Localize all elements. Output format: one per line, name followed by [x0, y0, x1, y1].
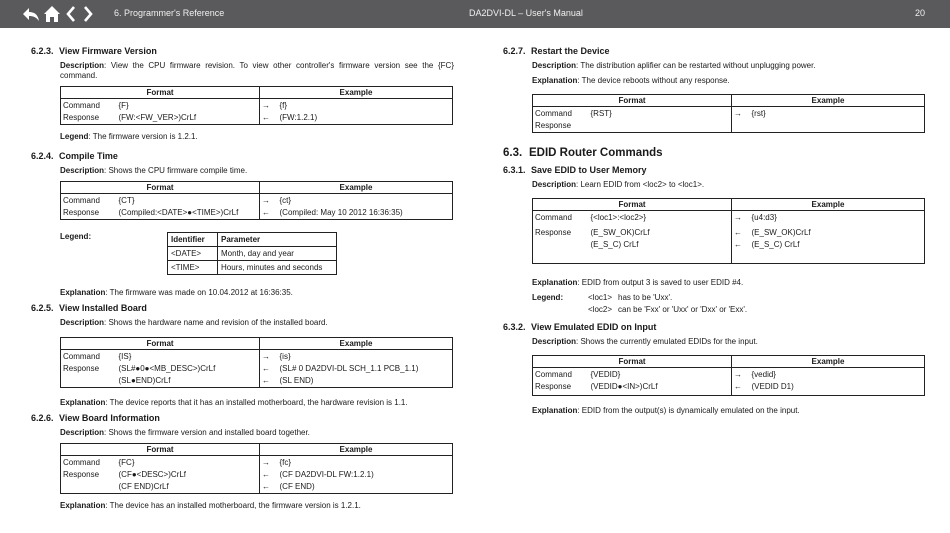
section-number: 6.2.7.: [503, 46, 526, 56]
command-example: {f}: [278, 99, 453, 113]
section-number: 6.2.5.: [31, 303, 54, 313]
command-format: {CT}: [117, 194, 260, 208]
parameter-header: Parameter: [218, 233, 337, 247]
example-header: Example: [732, 355, 925, 367]
command-example: {rst}: [750, 107, 925, 121]
description-text: : Shows the CPU firmware compile time.: [104, 166, 248, 175]
top-bar: [0, 0, 950, 28]
response-format: (SL●END)CrLf: [117, 375, 260, 388]
command-format: {F}: [117, 99, 260, 113]
arrow-left-icon: ←: [734, 240, 742, 249]
command-format: {<loc1>:<loc2>}: [589, 211, 732, 225]
arrow-left-icon: ←: [260, 375, 278, 388]
response-format: (CF END)CrLf: [117, 481, 260, 494]
command-example: {ct}: [278, 194, 453, 208]
chapter-number: 6.3.: [503, 147, 523, 159]
arrow-right-icon: →: [262, 196, 270, 205]
chapter-title: EDID Router Commands: [529, 147, 663, 159]
command-label: Command: [533, 107, 589, 121]
chapter-heading-edid-router-commands: [503, 147, 926, 159]
legend-label: Legend:: [532, 292, 564, 302]
example-header: Example: [260, 338, 453, 350]
response-example: (VEDID D1): [750, 381, 925, 396]
section-heading-view-board-information: [31, 413, 454, 423]
arrow-right-icon: →: [734, 369, 742, 379]
explanation-paragraph: [31, 501, 454, 511]
explanation-paragraph: [503, 278, 926, 288]
arrow-left-icon: ←: [262, 364, 270, 373]
explanation-text: : The device reboots without any response.: [577, 76, 730, 85]
response-example: (Compiled: May 10 2012 16:36:35): [278, 207, 453, 220]
breadcrumb[interactable]: 6. Programmer's Reference: [114, 8, 225, 18]
explanation-label: Explanation: [532, 277, 578, 287]
description-label: Description: [60, 318, 105, 327]
response-label: Response: [533, 224, 589, 239]
arrow-right-icon: →: [262, 352, 270, 361]
explanation-text: : The firmware was made on 10.04.2012 at 16:36:35.: [105, 288, 293, 297]
command-table: [532, 198, 925, 264]
command-label: Command: [61, 350, 117, 364]
legend-block: [503, 292, 926, 316]
response-label: Response: [533, 120, 589, 133]
response-format: (E_S_C) CrLf: [589, 239, 732, 251]
arrow-left-icon: ←: [734, 228, 742, 237]
identifier-header: Identifier: [168, 233, 218, 247]
response-format: (SL#●0●<MB_DESC>)CrLf: [117, 363, 260, 375]
response-label: Response: [61, 469, 117, 481]
chevron-left-icon[interactable]: [65, 4, 77, 24]
description-label: Description: [60, 61, 105, 70]
response-example: (CF END): [278, 481, 453, 494]
command-example: {u4:d3}: [750, 211, 925, 225]
command-table: [532, 355, 925, 396]
parameter-cell: Hours, minutes and seconds: [218, 261, 337, 275]
command-table: [60, 86, 453, 125]
description-text: : View the CPU firmware revision. To view other controller's firmware version see the {FC} command.: [60, 61, 454, 80]
response-label: Response: [533, 381, 589, 396]
description-text: : The distribution aplifier can be restarted without unplugging power.: [576, 61, 816, 70]
legend-label: Legend:: [60, 232, 92, 241]
section-title: View Board Information: [59, 413, 160, 423]
arrow-right-icon: →: [262, 101, 270, 110]
description-paragraph: [31, 428, 454, 438]
example-header: Example: [732, 199, 925, 211]
arrow-right-icon: →: [262, 458, 270, 467]
command-label: Command: [533, 211, 589, 225]
command-example: {vedid}: [750, 367, 925, 381]
legend-paragraph: [31, 132, 454, 142]
description-text: : Learn EDID from <loc2> to <loc1>.: [576, 180, 705, 189]
explanation-label: Explanation: [532, 405, 578, 415]
arrow-left-icon: ←: [260, 481, 278, 494]
example-header: Example: [732, 95, 925, 107]
format-header: Format: [533, 355, 732, 367]
explanation-text: : EDID from output 3 is saved to user EDID #4.: [577, 277, 744, 287]
description-paragraph: [503, 61, 926, 71]
response-format: (VEDID●<IN>)CrLf: [589, 381, 732, 396]
response-format: (E_SW_OK)CrLf: [589, 224, 732, 239]
example-header: Example: [260, 87, 453, 99]
description-label: Description: [532, 61, 577, 70]
response-format: (FW:<FW_VER>)CrLf: [117, 112, 260, 125]
response-example: (E_S_C) CrLf: [750, 239, 925, 251]
section-number: 6.3.1.: [503, 165, 526, 175]
section-title: View Firmware Version: [59, 46, 157, 56]
command-label: Command: [61, 99, 117, 113]
response-example: (E_SW_OK)CrLf: [750, 224, 925, 239]
explanation-label: Explanation: [60, 288, 106, 297]
arrow-left-icon: ←: [260, 112, 278, 125]
command-example: {is}: [278, 350, 453, 364]
arrow-left-icon: ←: [732, 381, 750, 396]
response-example: (SL END): [278, 375, 453, 388]
response-format: (Compiled:<DATE>●<TIME>)CrLf: [117, 207, 260, 220]
section-heading-compile-time: [31, 151, 454, 161]
response-example: (CF DA2DVI-DL FW:1.2.1): [278, 469, 453, 481]
description-text: : Shows the currently emulated EDIDs for the input.: [576, 336, 758, 346]
description-text: : Shows the hardware name and revision of the installed board.: [104, 318, 328, 327]
format-header: Format: [61, 87, 260, 99]
description-paragraph: [31, 166, 454, 176]
description-text: : Shows the firmware version and installed board together.: [104, 428, 310, 437]
section-heading-view-emulated-edid: [503, 322, 926, 332]
section-number: 6.2.4.: [31, 151, 54, 161]
legend-label: Legend: [60, 132, 89, 141]
back-arrow-icon[interactable]: [22, 4, 40, 24]
response-example: (SL# 0 DA2DVI-DL SCH_1.1 PCB_1.1): [278, 363, 453, 375]
explanation-paragraph: [503, 406, 926, 416]
response-label: Response: [61, 363, 117, 375]
section-title: Compile Time: [59, 151, 118, 161]
command-table: [60, 337, 453, 388]
legend-key: <loc2>: [588, 304, 613, 314]
response-example: (FW:1.2.1): [278, 112, 453, 125]
description-label: Description: [532, 180, 577, 189]
description-paragraph: [31, 61, 454, 81]
description-paragraph: [503, 180, 926, 190]
left-column: [31, 46, 454, 516]
explanation-paragraph: [503, 76, 926, 86]
arrow-left-icon: ←: [262, 470, 270, 479]
explanation-paragraph: [31, 288, 454, 298]
identifier-cell: <DATE>: [168, 247, 218, 261]
explanation-label: Explanation: [60, 398, 106, 407]
explanation-label: Explanation: [532, 76, 578, 85]
section-heading-view-installed-board: [31, 303, 454, 313]
legend-block: [31, 232, 454, 284]
format-header: Format: [61, 182, 260, 194]
description-paragraph: [31, 318, 454, 328]
command-format: {IS}: [117, 350, 260, 364]
section-heading-restart-the-device: [503, 46, 926, 56]
response-label: Response: [61, 112, 117, 125]
command-label: Command: [61, 194, 117, 208]
chevron-right-icon[interactable]: [82, 4, 94, 24]
command-example: {fc}: [278, 456, 453, 470]
home-icon[interactable]: [43, 4, 61, 24]
command-table: [532, 94, 925, 133]
section-number: 6.3.2.: [503, 321, 526, 332]
format-header: Format: [533, 199, 732, 211]
command-format: {FC}: [117, 456, 260, 470]
right-column: [503, 46, 926, 421]
identifier-cell: <TIME>: [168, 261, 218, 275]
legend-text: : The firmware version is 1.2.1.: [88, 132, 198, 141]
description-label: Description: [60, 166, 105, 175]
section-number: 6.2.6.: [31, 413, 54, 423]
format-header: Format: [61, 444, 260, 456]
command-table: [60, 181, 453, 220]
parameter-cell: Month, day and year: [218, 247, 337, 261]
document-title: DA2DVI-DL – User's Manual: [469, 8, 583, 18]
arrow-right-icon: →: [734, 109, 742, 118]
arrow-right-icon: →: [734, 213, 742, 222]
section-heading-save-edid: [503, 165, 926, 175]
section-heading-view-firmware-version: [31, 46, 454, 56]
command-table: [60, 443, 453, 494]
command-label: Command: [533, 367, 589, 381]
description-label: Description: [60, 428, 105, 437]
format-header: Format: [533, 95, 732, 107]
section-number: 6.2.3.: [31, 46, 54, 56]
command-label: Command: [61, 456, 117, 470]
response-format: (CF●<DESC>)CrLf: [117, 469, 260, 481]
explanation-text: : The device has an installed motherboard, the firmware version is 1.2.1.: [105, 501, 361, 510]
explanation-paragraph: [31, 398, 454, 408]
format-header: Format: [61, 338, 260, 350]
description-label: Description: [532, 336, 577, 346]
legend-value: can be 'Fxx' or 'Uxx' or 'Dxx' or 'Exx'.: [618, 304, 748, 314]
section-title: Save EDID to User Memory: [531, 165, 647, 175]
legend-key: <loc1>: [588, 292, 613, 302]
explanation-text: : EDID from the output(s) is dynamically emulated on the input.: [577, 405, 800, 415]
example-header: Example: [260, 444, 453, 456]
section-title: View Installed Board: [59, 303, 147, 313]
explanation-text: : The device reports that it has an installed motherboard, the hardware revision is 1.1.: [105, 398, 408, 407]
example-header: Example: [260, 182, 453, 194]
section-title: Restart the Device: [531, 46, 610, 56]
page-number: 20: [915, 8, 926, 18]
response-label: Response: [61, 207, 117, 220]
arrow-left-icon: ←: [260, 207, 278, 220]
identifier-table: [167, 232, 337, 275]
legend-value: has to be 'Uxx'.: [618, 292, 673, 302]
command-format: {RST}: [589, 107, 732, 121]
section-title: View Emulated EDID on Input: [531, 321, 657, 332]
command-format: {VEDID}: [589, 367, 732, 381]
explanation-label: Explanation: [60, 501, 106, 510]
description-paragraph: [503, 337, 926, 347]
